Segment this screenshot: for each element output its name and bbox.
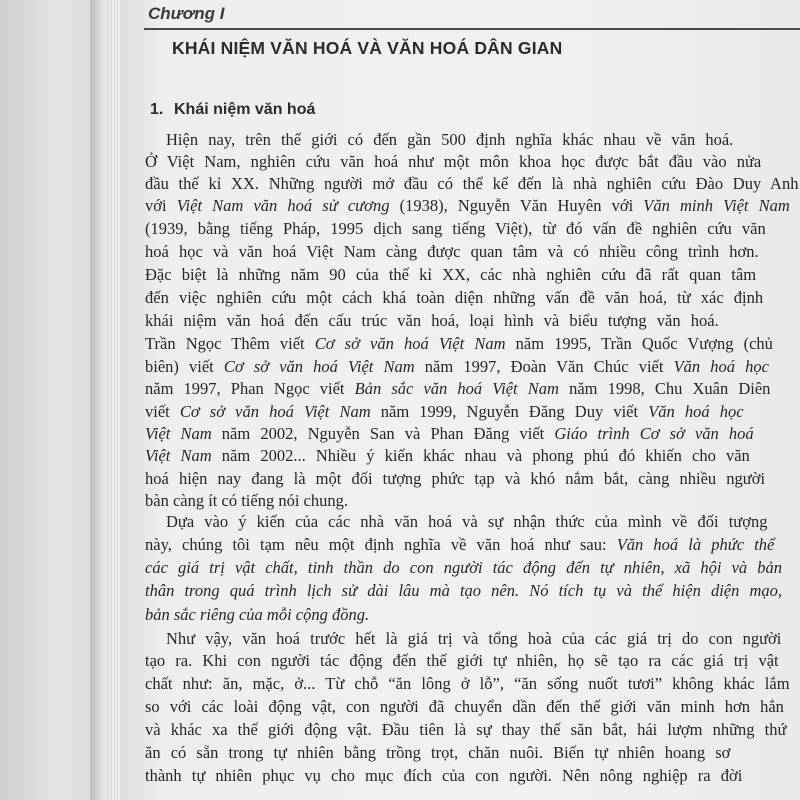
body-line bbox=[145, 469, 765, 489]
text-span: hoá học và văn hoá Việt Nam càng được quan tâm và có nhiều công trình hơn. bbox=[145, 242, 759, 261]
body-line bbox=[145, 174, 798, 194]
body-line bbox=[145, 766, 742, 786]
text-span: tạo ra. Khi con người tác động đến thế giới tự nhiên, họ sẽ tạo ra các giá trị vật bbox=[145, 651, 779, 670]
text-span: năm 1997, Đoàn Văn Chúc viết bbox=[414, 357, 674, 376]
text-span: bàn càng ít có tiếng nói chung. bbox=[145, 491, 348, 510]
text-span: Như vậy, văn hoá trước hết là giá trị và tổng hoà của các giá trị do con người bbox=[166, 629, 782, 648]
text-span: năm 2002... Nhiều ý kiến khác nhau và phong phú đó khiến cho văn bbox=[211, 446, 750, 465]
text-span: Hiện nay, trên thế giới có đến gần 500 định nghĩa khác nhau về văn hoá. bbox=[166, 130, 734, 149]
text-span: năm 1999, Nguyễn Đăng Duy viết bbox=[370, 402, 649, 421]
text-span: đến việc nghiên cứu một cách khá toàn diện những vấn đề văn hoá, từ xác định bbox=[145, 288, 764, 307]
body-line bbox=[145, 402, 744, 422]
body-line bbox=[145, 357, 769, 377]
body-line bbox=[145, 535, 774, 555]
text-span: và khác xa thế giới động vật. Đầu tiên là sự thay thế săn bắt, hái lượm những thứ bbox=[145, 720, 787, 739]
body-line bbox=[145, 379, 770, 399]
italic-text: thân trong quá trình lịch sử dài lâu mà tạo nên. Nó tích tụ và thể hiện diện mạo, bbox=[145, 581, 783, 600]
body-line bbox=[145, 311, 719, 331]
body-line bbox=[145, 605, 369, 625]
text-span: hoá hiện nay đang là một đối tượng phức tạp và khó nắm bắt, càng nhiều người bbox=[145, 469, 766, 488]
text-span: năm 1995, Trần Quốc Vượng (chủ bbox=[505, 334, 773, 353]
section-title: Khái niệm văn hoá bbox=[174, 101, 316, 118]
text-span: Trần Ngọc Thêm viết bbox=[145, 334, 315, 353]
italic-text: bản sắc riêng của mỗi cộng đồng. bbox=[145, 605, 370, 624]
body-line bbox=[145, 558, 782, 578]
body-line bbox=[145, 334, 773, 354]
italic-text: Cơ sở văn hoá Việt Nam bbox=[314, 334, 506, 353]
body-line bbox=[145, 219, 766, 239]
text-span: biên) viết bbox=[145, 357, 224, 376]
italic-text: Bản sắc văn hoá Việt Nam bbox=[354, 379, 559, 398]
text-span: thành tự nhiên phục vụ cho mục đích của con người. Nên nông nghiệp ra đời bbox=[145, 766, 743, 785]
body-line bbox=[145, 743, 730, 763]
text-span: đầu thế kỉ XX. Những người mở đầu có thể kể đến là nhà nghiên cứu Đào Duy Anh bbox=[145, 174, 799, 193]
header-rule bbox=[144, 28, 800, 30]
text-span: so với các loài động vật, con người đã chuyển dần đến thế giới văn minh hơn hẳn bbox=[145, 697, 784, 716]
body-line bbox=[145, 446, 750, 466]
text-span: khái niệm văn hoá đến cấu trúc văn hoá, loại hình và biểu tượng văn hoá. bbox=[145, 311, 719, 330]
body-line bbox=[145, 651, 779, 671]
text-span: với bbox=[145, 196, 177, 215]
italic-text: Cơ sở văn hoá Việt Nam bbox=[179, 402, 371, 421]
body-line bbox=[145, 196, 790, 216]
italic-text: Việt Nam bbox=[145, 446, 212, 465]
text-span: Đặc biệt là những năm 90 của thế kỉ XX, các nhà nghiên cứu đã rất quan tâm bbox=[145, 265, 757, 284]
text-span: Ở Việt Nam, nghiên cứu văn hoá như một môn khoa học được bắt đầu vào nửa bbox=[145, 152, 762, 171]
chapter-title: KHÁI NIỆM VĂN HOÁ VÀ VĂN HOÁ DÂN GIAN bbox=[172, 38, 563, 58]
text-span: này, chúng tôi tạm nêu một định nghĩa về văn hoá như sau: bbox=[145, 535, 617, 554]
body-line bbox=[166, 512, 767, 532]
body-line bbox=[145, 491, 348, 511]
body-line bbox=[145, 242, 759, 262]
italic-text: Văn minh Việt Nam bbox=[643, 196, 790, 215]
text-span: Dựa vào ý kiến của các nhà văn hoá và sự nhận thức của mình về đối tượng bbox=[166, 512, 768, 531]
italic-text: Việt Nam bbox=[145, 424, 212, 443]
text-span: chất như: ăn, mặc, ở... Từ chỗ “ăn lông ở lỗ”, “ăn sống nuốt tươi” không khác lắm bbox=[145, 674, 790, 693]
text-span: (1938), Nguyễn Văn Huyên với bbox=[389, 196, 644, 215]
body-line bbox=[145, 288, 763, 308]
text-span: viết bbox=[145, 402, 180, 421]
body-line bbox=[166, 130, 733, 150]
italic-text: Văn hoá là phức thể bbox=[616, 535, 775, 554]
section-heading bbox=[150, 101, 315, 119]
text-span: năm 2002, Nguyễn San và Phan Đăng viết bbox=[211, 424, 555, 443]
text-span: năm 1998, Chu Xuân Diên bbox=[558, 379, 771, 398]
body-line bbox=[145, 581, 782, 601]
body-line bbox=[145, 265, 756, 285]
text-span: năm 1997, Phan Ngọc viết bbox=[145, 379, 355, 398]
body-line bbox=[145, 697, 784, 717]
body-line bbox=[145, 674, 790, 694]
italic-text: Cơ sở văn hoá Việt Nam bbox=[223, 357, 415, 376]
body-line bbox=[166, 629, 781, 649]
text-span: ăn có sẵn trong tự nhiên bằng trồng trọt, chăn nuôi. Biến tự nhiên hoang sơ bbox=[145, 743, 731, 762]
italic-text: Văn hoá học bbox=[648, 402, 744, 421]
page-stack-edge bbox=[108, 0, 120, 800]
italic-text: Việt Nam văn hoá sử cương bbox=[176, 196, 390, 215]
italic-text: Giáo trình Cơ sở văn hoá bbox=[554, 424, 754, 443]
body-line bbox=[145, 152, 761, 172]
italic-text: Văn hoá học bbox=[673, 357, 769, 376]
chapter-label: Chương I bbox=[148, 4, 225, 23]
text-span: (1939, bằng tiếng Pháp, 1995 dịch sang tiếng Việt), từ đó vấn đề nghiên cứu văn bbox=[145, 219, 766, 238]
section-number: 1. bbox=[150, 101, 164, 118]
body-line bbox=[145, 720, 786, 740]
italic-text: các giá trị vật chất, tinh thần do con người tác động đến tự nhiên, xã hội và bản bbox=[145, 558, 783, 577]
body-line bbox=[145, 424, 754, 444]
